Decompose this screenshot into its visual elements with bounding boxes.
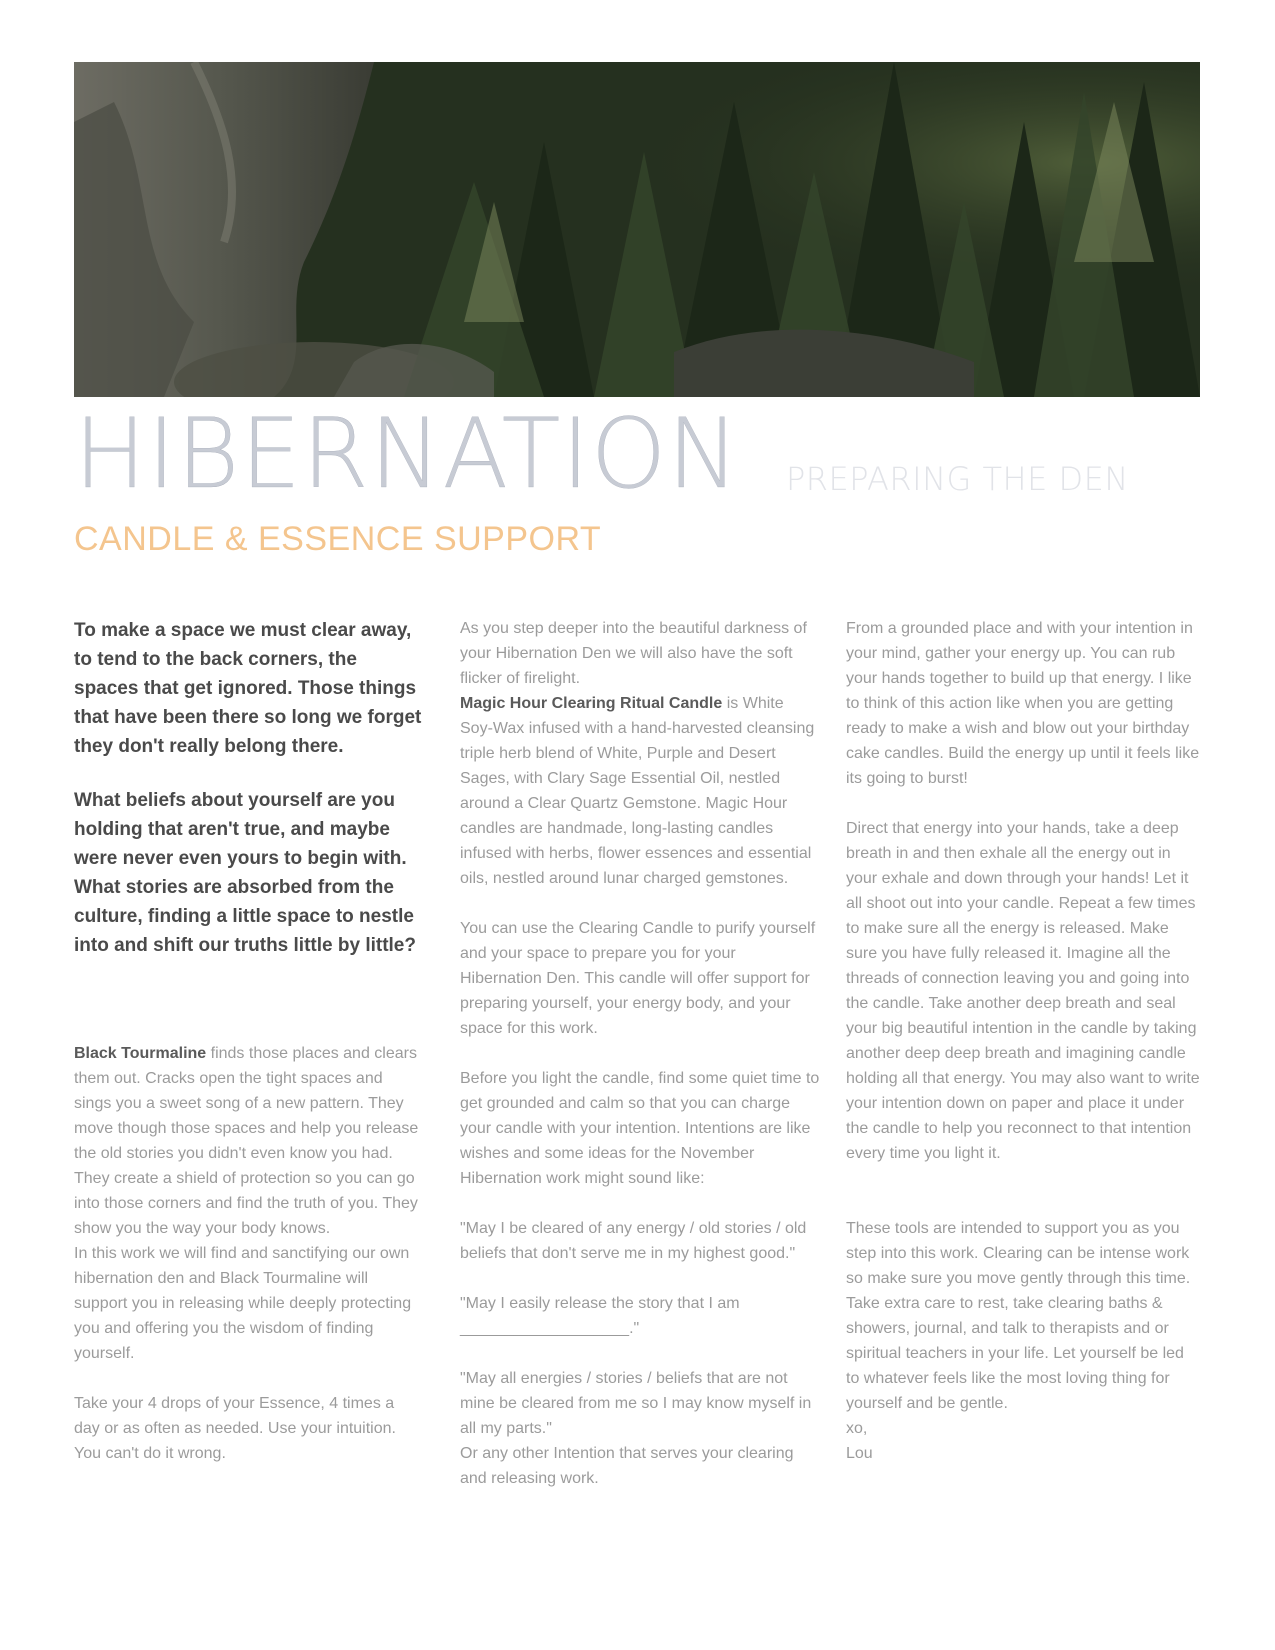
intention-quote-3: "May all energies / stories / beliefs that are not mine be cleared from me so I may know myself in all my parts."	[460, 1370, 812, 1437]
tourmaline-text: finds those places and clears them out. Cracks open the tight spaces and sings you a sweet song of a new pattern. They move though those spaces and help you release the old stories you didn't even know you had. They create a shield of protection so you can go into those corners and find the truth of you. They show you the way your body knows.	[74, 1045, 419, 1237]
page-title: HIBERNATION	[74, 398, 741, 510]
intention-quote-2: "May I easily release the story that I am ___________________."	[460, 1295, 740, 1337]
work-text: In this work we will find and sanctifying our own hibernation den and Black Tourmaline will support you in releasing while deeply protecting you and offering you the wisdom of finding yourself.	[74, 1245, 412, 1362]
signoff-name: Lou	[846, 1445, 873, 1462]
lede-paragraph-2: What beliefs about yourself are you holding that aren't true, and maybe were never even yours to begin with. What stories are absorbed from the culture, finding a little space to nestle into and shift our truths little by little?	[74, 790, 416, 956]
candle-paragraph	[460, 616, 820, 891]
title-row	[74, 398, 1214, 514]
forest-rock-image	[74, 62, 1200, 397]
section-heading: CANDLE & ESSENCE SUPPORT	[74, 520, 602, 558]
hero-forest-photo	[74, 62, 1200, 397]
tourmaline-paragraph	[74, 1041, 424, 1366]
tools-text: These tools are intended to support you as you step into this work. Clearing can be intense work so make sure you move gently through this time. Take extra care to rest, take clearing baths & showers, journal, and talk to therapists and or spiritual teachers in your life. Let yourself be led to whatever feels like the most loving thing for yourself and be gentle.	[846, 1220, 1191, 1412]
page-subtitle: PREPARING THE DEN	[786, 460, 1129, 498]
column-2	[460, 616, 820, 1516]
intention-quote-3-paragraph	[460, 1366, 820, 1491]
intro-text: As you step deeper into the beautiful darkness of your Hibernation Den we will also have the soft flicker of firelight.	[460, 620, 807, 687]
before-paragraph: Before you light the candle, find some quiet time to get grounded and calm so that you can charge your candle with your intention. Intentions are like wishes and some ideas for the November Hibernation work might sound like:	[460, 1070, 820, 1187]
direct-paragraph: Direct that energy into your hands, take a deep breath in and then exhale all the energy out in your exhale and down through your hands! Let it all shoot out into your candle. Repeat a few times to make sure all the energy is released. Make sure you have fully released it. Imagine all the threads of connection leaving you and going into the candle. Take another deep breath and seal your big beautiful intention in the candle by taking another deep deep breath and imagining candle holding all that energy. You may also want to write your intention down on paper and place it under the candle to help you reconnect to that intention every time you light it.	[846, 820, 1200, 1162]
candle-name: Magic Hour Clearing Ritual Candle	[460, 695, 723, 712]
use-paragraph: You can use the Clearing Candle to purify yourself and your space to prepare you for your Hibernation Den. This candle will offer support for preparing yourself, your energy body, and your space for this work.	[460, 920, 816, 1037]
signoff-xo: xo,	[846, 1420, 868, 1437]
tourmaline-name: Black Tourmaline	[74, 1045, 207, 1062]
lede-paragraph-1: To make a space we must clear away, to tend to the back corners, the spaces that get ignored. Those things that have been there so long we forget they don't really belong there.	[74, 620, 422, 757]
drops-paragraph: Take your 4 drops of your Essence, 4 times a day or as often as needed. Use your intuition. You can't do it wrong.	[74, 1395, 396, 1462]
ground-paragraph: From a grounded place and with your intention in your mind, gather your energy up. You can rub your hands together to build up that energy. I like to think of this action like when you are getting ready to make a wish and blow out your birthday cake candles. Build the energy up until it feels like its going to burst!	[846, 620, 1200, 787]
intention-quote-1: "May I be cleared of any energy / old stories / old beliefs that don't serve me in my highest good."	[460, 1220, 807, 1262]
other-intention-text: Or any other Intention that serves your clearing and releasing work.	[460, 1445, 794, 1487]
candle-text: is White Soy-Wax infused with a hand-harvested cleansing triple herb blend of White, Purple and Desert Sages, with Clary Sage Essential Oil, nestled around a Clear Quartz Gemstone. Magic Hour candles are handmade, long-lasting candles infused with herbs, flower essences and essential oils, nestled around lunar charged gemstones.	[460, 695, 815, 887]
column-3	[846, 616, 1201, 1491]
tools-paragraph	[846, 1216, 1201, 1466]
column-1	[74, 616, 424, 1491]
